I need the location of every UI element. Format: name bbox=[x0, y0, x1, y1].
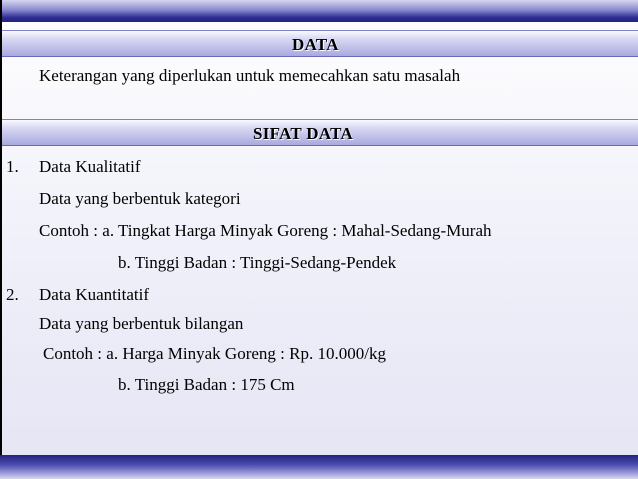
item-1-example-a: Contoh : a. Tingkat Harga Minyak Goreng : Mahal-Sedang-Murah bbox=[39, 221, 492, 240]
data-section-title: DATA bbox=[292, 35, 339, 54]
top-decorative-bar bbox=[0, 0, 638, 22]
item-2-name: Data Kuantitatif bbox=[39, 285, 149, 304]
item-1-number: 1. bbox=[6, 157, 19, 176]
data-description: Keterangan yang diperlukan untuk memecahkan satu masalah bbox=[39, 66, 461, 85]
data-section-header bbox=[2, 30, 638, 57]
left-border-line bbox=[0, 0, 2, 479]
item-2-example-b: b. Tinggi Badan : 175 Cm bbox=[118, 375, 295, 394]
item-2-definition: Data yang berbentuk bilangan bbox=[39, 314, 244, 333]
item-2-number: 2. bbox=[6, 285, 19, 304]
bottom-decorative-bar bbox=[0, 455, 638, 479]
sifat-data-section-title: SIFAT DATA bbox=[253, 124, 354, 143]
item-1-definition: Data yang berbentuk kategori bbox=[39, 189, 241, 208]
sifat-data-section-header bbox=[2, 119, 638, 146]
item-2-example-a: Contoh : a. Harga Minyak Goreng : Rp. 10.000/kg bbox=[43, 344, 386, 363]
item-1-name: Data Kualitatif bbox=[39, 157, 141, 176]
item-1-example-b: b. Tinggi Badan : Tinggi-Sedang-Pendek bbox=[118, 253, 397, 272]
